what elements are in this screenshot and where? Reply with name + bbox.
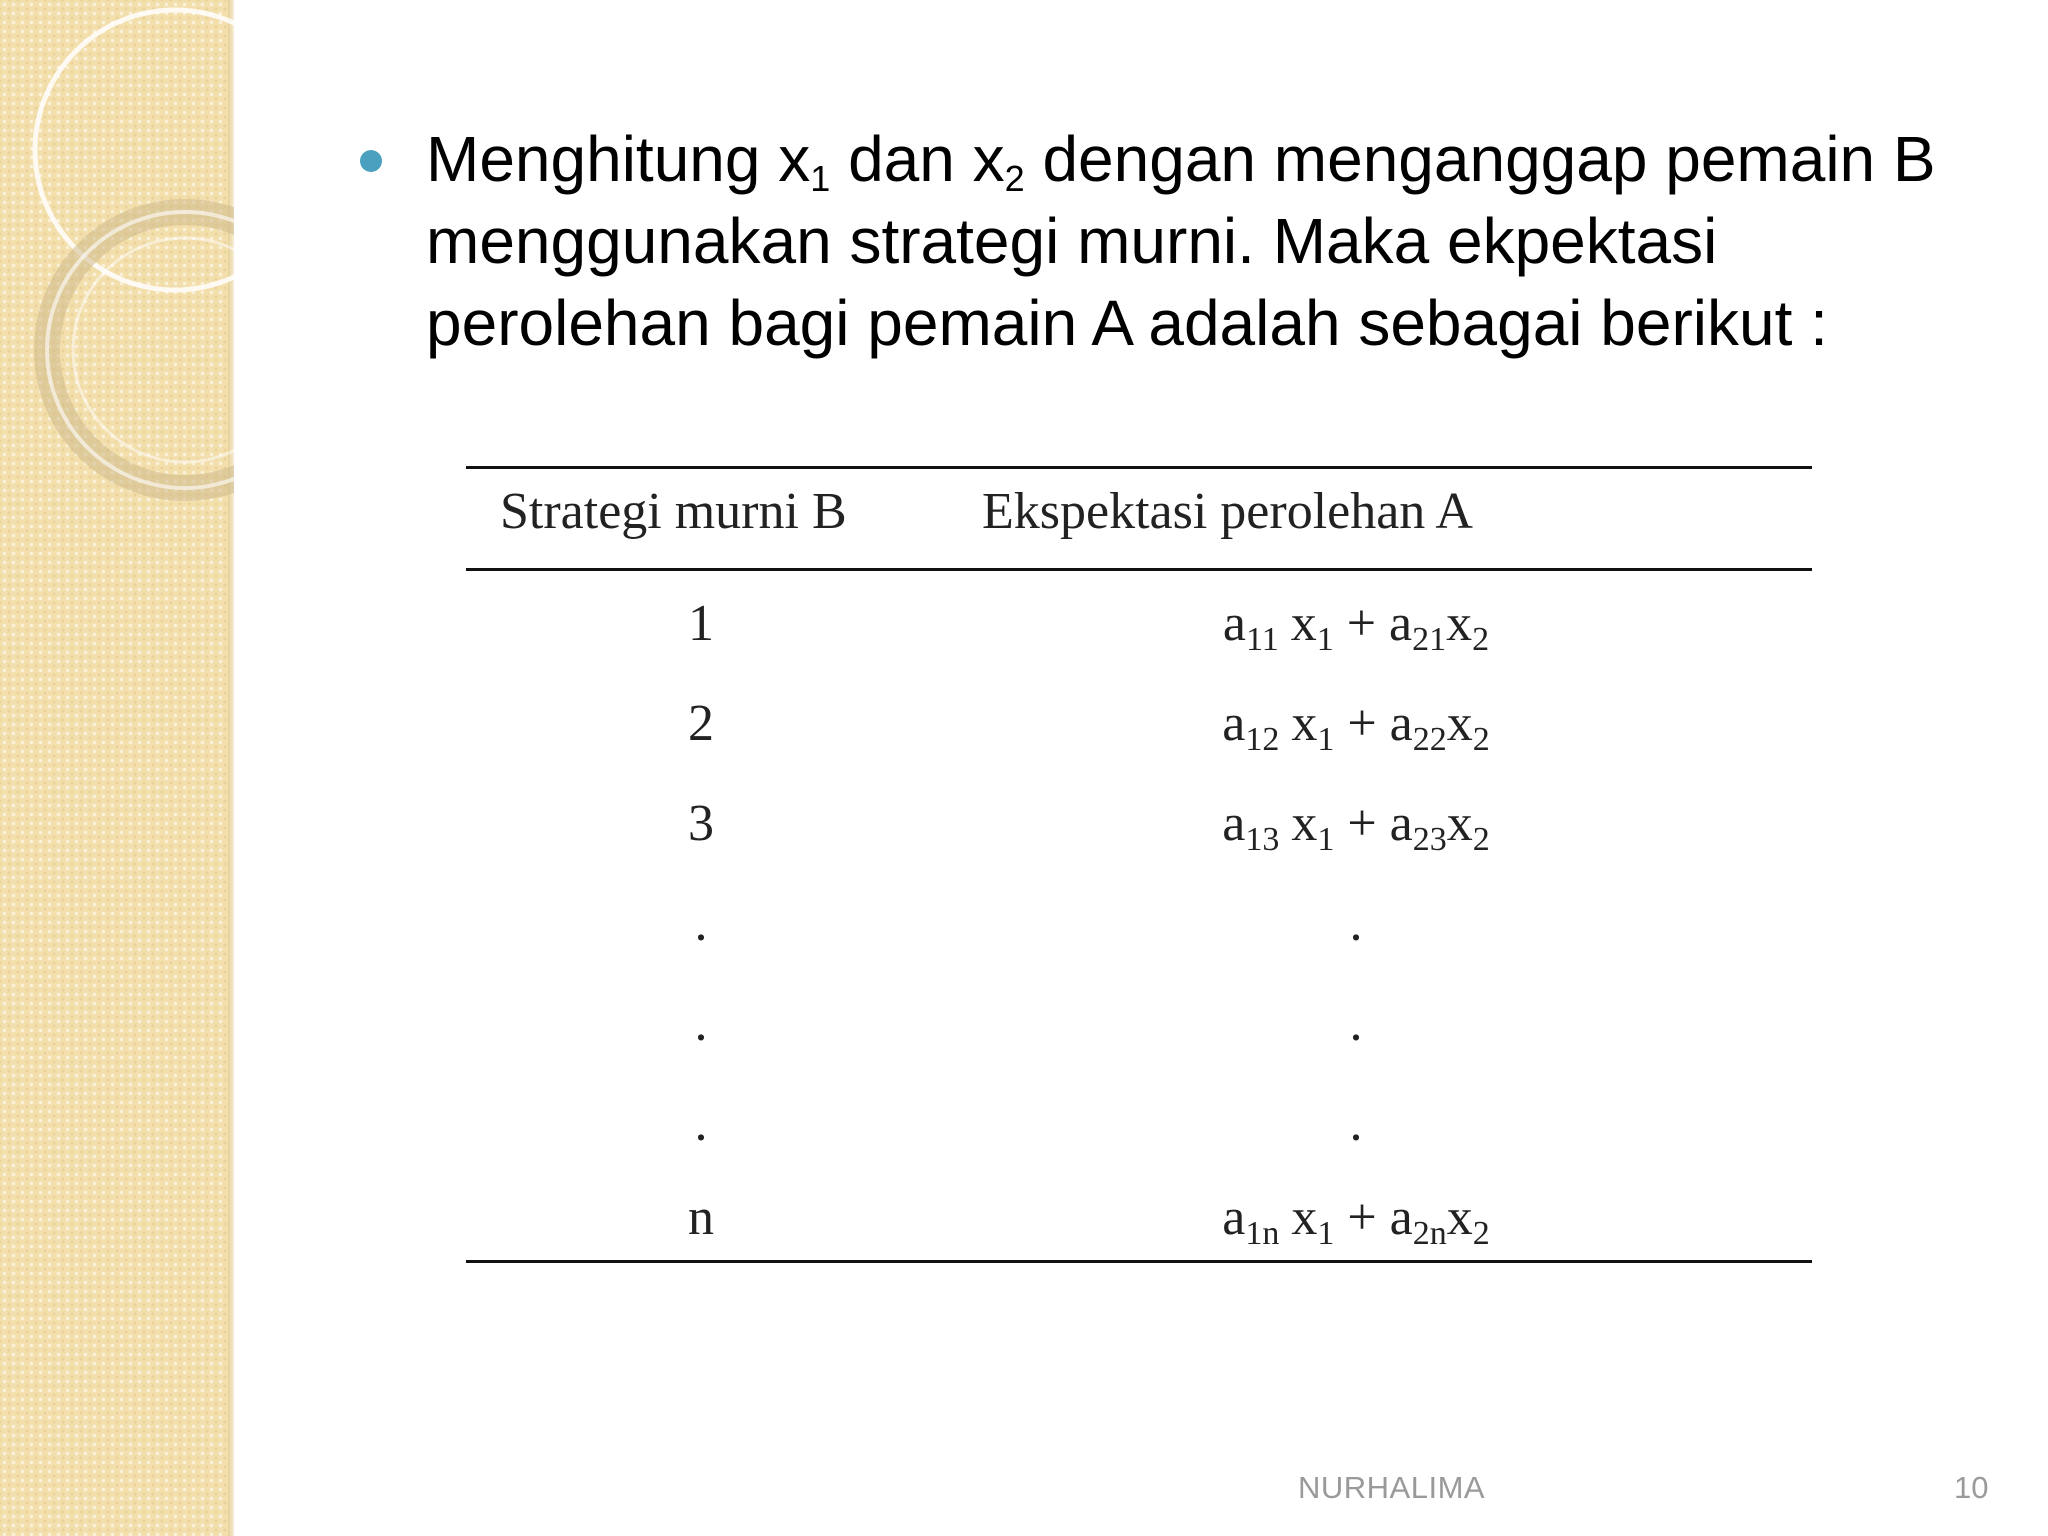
footer-author: NURHALIMA: [1298, 1470, 1486, 1505]
expectation-cell: [1176, 674, 1536, 774]
expectation-cell: .: [1349, 895, 1363, 952]
table-row: [466, 874, 1812, 974]
page-number: 10: [1954, 1470, 1989, 1505]
strategy-cell: n: [688, 1189, 714, 1246]
expr-a: a: [1222, 1189, 1246, 1246]
expectation-cell: [1176, 1168, 1536, 1268]
expectation-cell: .: [1349, 995, 1363, 1052]
expectation-cell: [1176, 774, 1536, 874]
header-strategy: Strategi murni B: [500, 483, 847, 540]
expr-sub: 12: [1245, 721, 1280, 758]
bullet-text: [426, 118, 2016, 364]
expr-a: a: [1222, 695, 1246, 752]
bullet-text-part: Menghitung x: [426, 123, 811, 195]
bullet-text-part: dan x: [830, 123, 1005, 195]
subscript: 2: [1004, 158, 1025, 199]
expr-sub: 13: [1245, 821, 1280, 858]
expr-op: +: [1347, 795, 1377, 852]
expr-sub: 1: [1317, 721, 1335, 758]
table-row: [466, 674, 1812, 774]
expr-x: x: [1446, 795, 1473, 852]
table-header-rule: [466, 568, 1812, 571]
strategy-cell: 3: [688, 795, 714, 852]
expr-sub: 23: [1412, 821, 1447, 858]
table-row: [466, 974, 1812, 1074]
strategy-cell: .: [694, 895, 708, 952]
expr-x: x: [1291, 695, 1318, 752]
expr-x: x: [1446, 595, 1473, 652]
expr-op: +: [1347, 695, 1377, 752]
expr-x: x: [1290, 595, 1317, 652]
expr-a: a: [1389, 695, 1413, 752]
expr-a: a: [1389, 595, 1413, 652]
strategy-cell: 1: [688, 595, 714, 652]
table-row: [466, 1168, 1812, 1268]
expr-op: +: [1347, 1189, 1377, 1246]
strategy-cell: .: [694, 995, 708, 1052]
expr-x: x: [1446, 1189, 1473, 1246]
decorative-circles: [0, 0, 234, 520]
expr-x: x: [1291, 1189, 1318, 1246]
strategy-cell: 2: [688, 695, 714, 752]
table-row: [466, 774, 1812, 874]
expr-sub: 2: [1472, 821, 1490, 858]
expr-x: x: [1291, 795, 1318, 852]
table-row: [466, 1074, 1812, 1174]
expr-sub: 2: [1472, 721, 1490, 758]
expr-a: a: [1389, 795, 1413, 852]
expr-sub: 22: [1412, 721, 1447, 758]
table-bottom-rule: [466, 1260, 1812, 1263]
expr-sub: 11: [1245, 621, 1279, 658]
expr-x: x: [1446, 695, 1473, 752]
expr-a: a: [1389, 1189, 1413, 1246]
expr-sub: 2n: [1412, 1215, 1447, 1252]
expr-sub: 2: [1472, 621, 1490, 658]
expectation-cell: [1176, 574, 1536, 674]
expr-sub: 2: [1472, 1215, 1490, 1252]
header-expectation: Ekspektasi perolehan A: [982, 483, 1473, 540]
expr-sub: 21: [1412, 621, 1447, 658]
expr-sub: 1n: [1245, 1215, 1280, 1252]
expr-a: a: [1222, 795, 1246, 852]
expr-sub: 1: [1317, 821, 1335, 858]
expr-a: a: [1222, 595, 1246, 652]
table-top-rule: [466, 466, 1812, 469]
bullet-text-part: dengan menganggap pemain B menggunakan strategi murni. Maka ekpektasi perolehan bagi pemain A adalah sebagai berikut :: [426, 123, 1936, 359]
expr-sub: 1: [1317, 1215, 1335, 1252]
expectation-cell: .: [1349, 1095, 1363, 1152]
table-row: [466, 574, 1812, 674]
subscript: 1: [810, 158, 831, 199]
expr-sub: 1: [1316, 621, 1334, 658]
expr-op: +: [1346, 595, 1377, 652]
bullet-dot-icon: [360, 150, 382, 172]
strategy-cell: .: [694, 1095, 708, 1152]
